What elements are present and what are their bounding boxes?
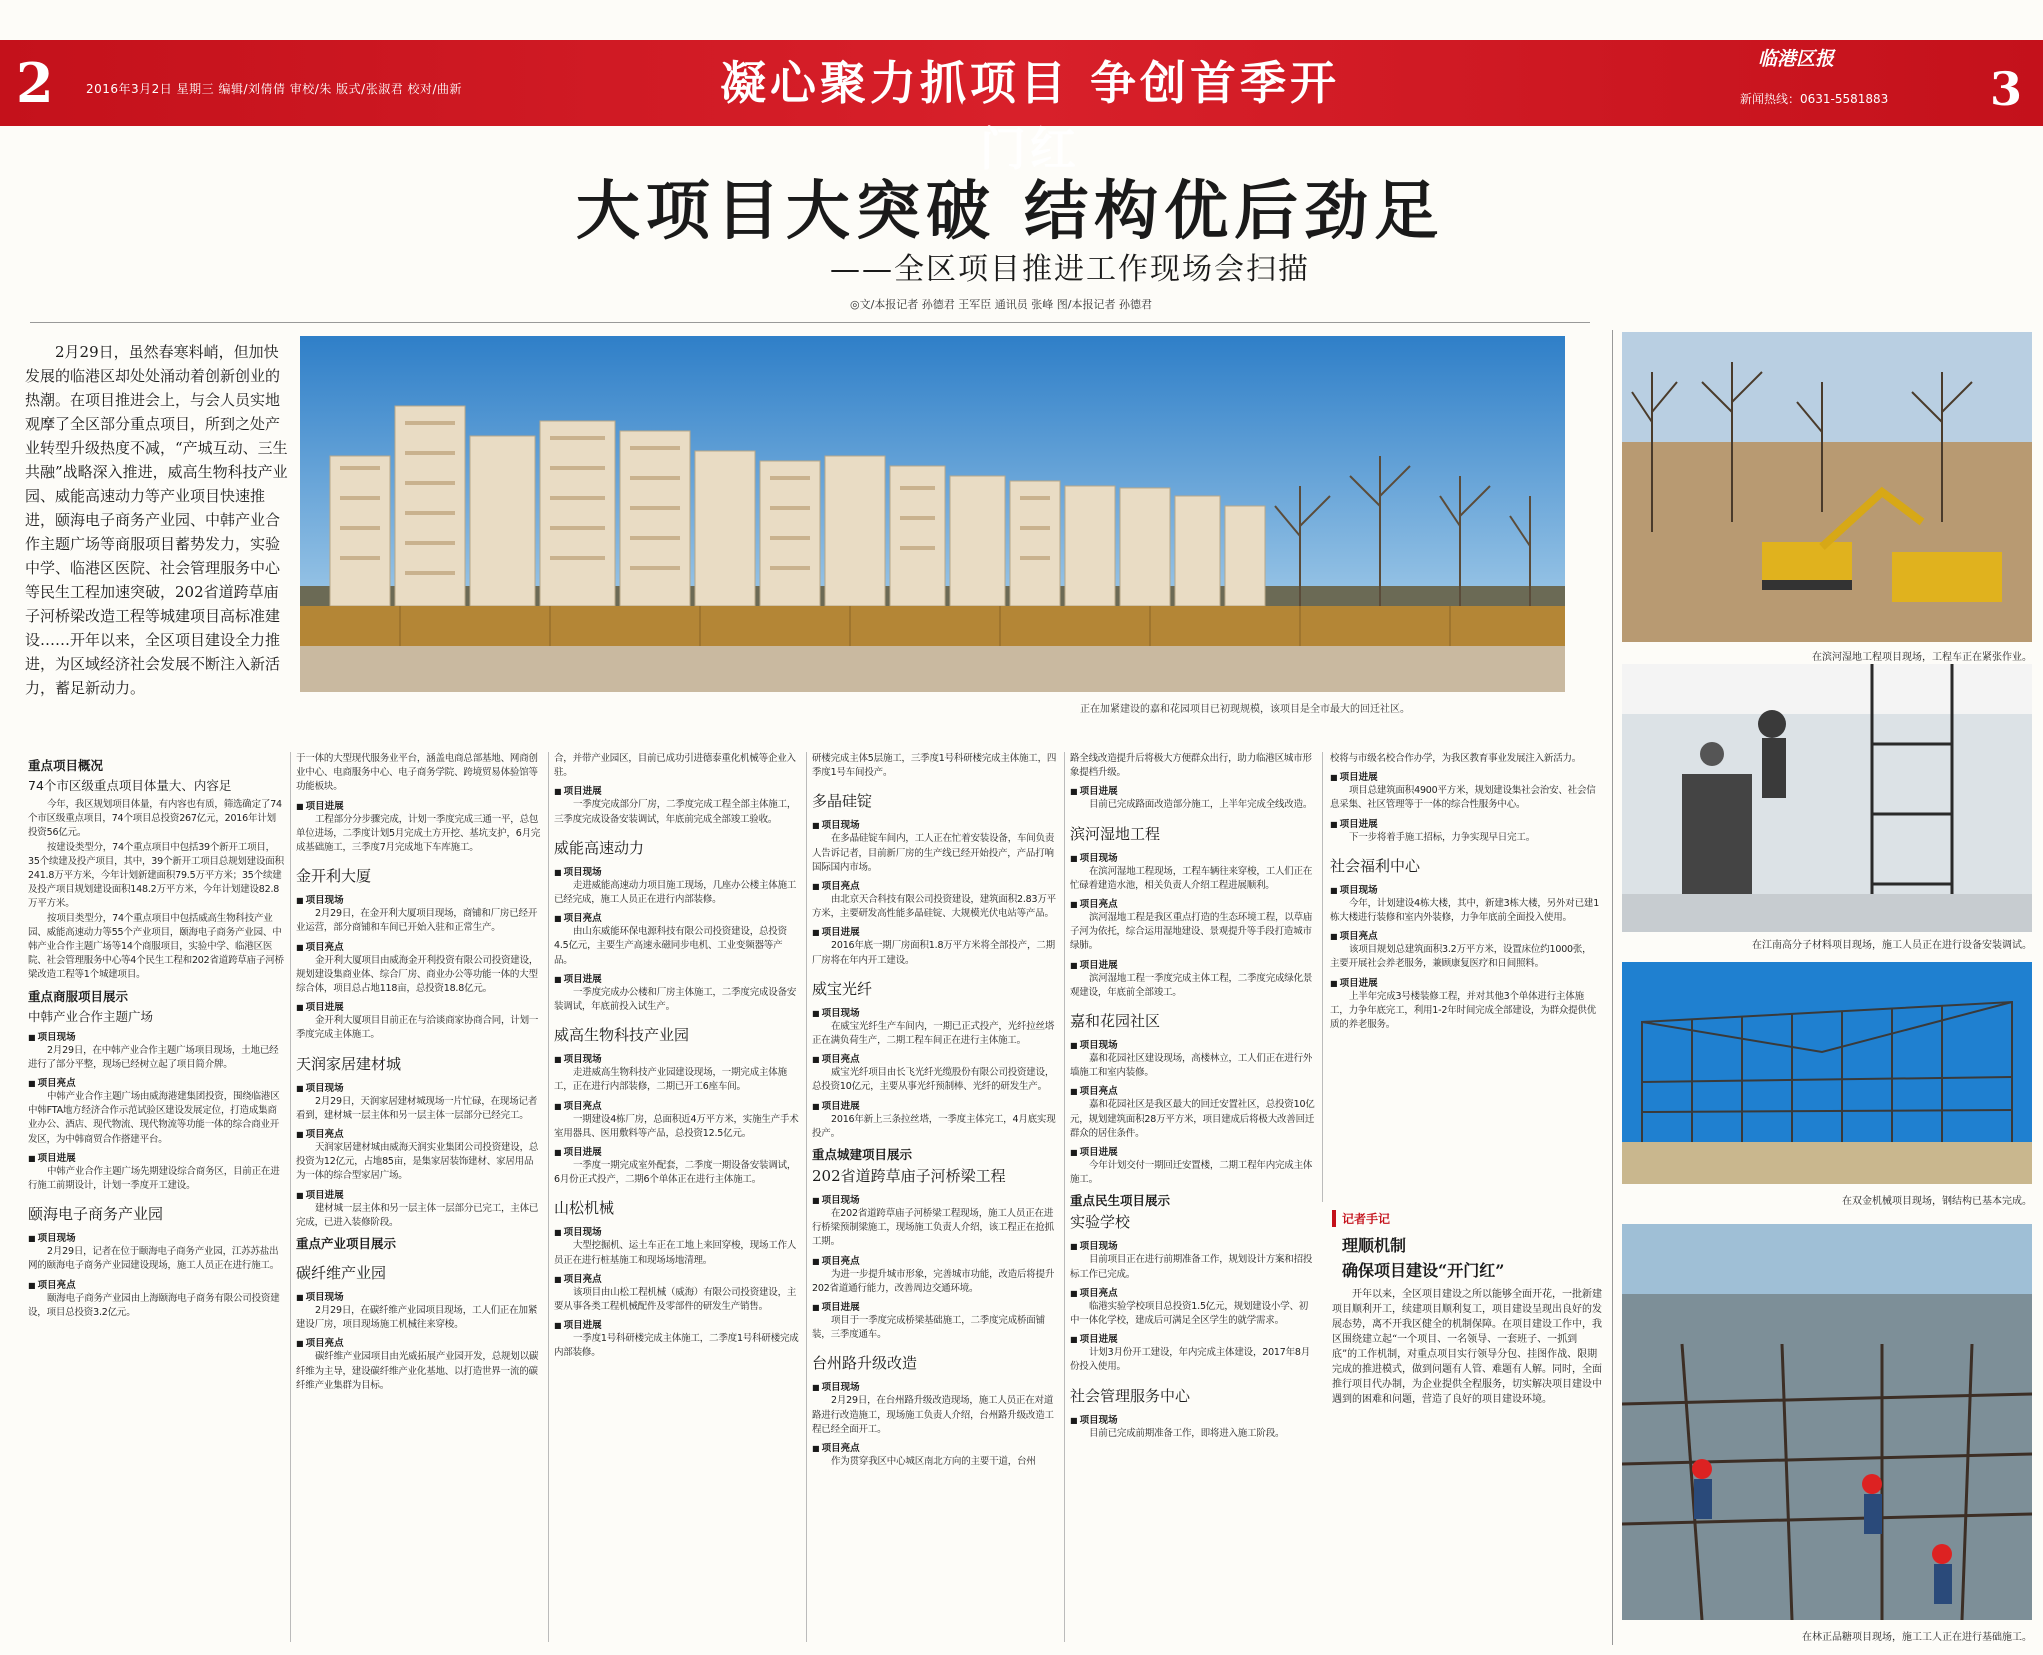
section-banner-title: 凝心聚力抓项目 争创首季开门红 (719, 56, 1340, 176)
item-label: ■ 项目现场 (296, 1289, 542, 1303)
paragraph: 路全线改造提升后将极大方便群众出行，助力临港区城市形象提档升级。 (1070, 753, 1312, 779)
paragraph: 嘉和花园社区建设现场，高楼林立，工人们正在进行外墙施工和室内装修。 (1070, 1053, 1313, 1079)
column-divider (1064, 752, 1065, 1642)
project-heading: 多晶硅锭 (812, 792, 873, 811)
photo-wetland-excavator (1622, 332, 2032, 642)
item-label: ■ 项目现场 (1070, 1412, 1316, 1426)
paragraph: 走进威高生物科技产业园建设现场，一期完成主体施工，正在进行内部装修，二期已开工6座车间。 (554, 1067, 787, 1093)
item-label: ■ 项目现场 (296, 1080, 542, 1094)
project-heading: 嘉和花园社区 (1070, 1012, 1161, 1031)
paragraph: 在威宝光纤生产车间内，一期已正式投产，光纤拉丝塔正在满负荷生产，二期工程车间正在进行主体施工。 (812, 1020, 1055, 1047)
commentary-title-line2: 确保项目建设“开门红” (1342, 1261, 1505, 1280)
paragraph: 为进一步提升城市形象，完善城市功能，改造后将提升202省道通行能力，改善周边交通环境。 (812, 1268, 1055, 1294)
project-heading: 滨河湿地工程 (1070, 824, 1161, 843)
photo-caption: 在林正品糖项目现场，施工工人正在进行基础施工。 (1802, 1632, 2032, 1643)
paragraph: 工程部分分步骤完成，计划一季度完成三通一平，总包单位进场，二季度计划5月完成土方开挖、基坑支护，6月完成基础施工，三季度7月完成地下车库施工。 (296, 813, 541, 854)
item-label: ■ 项目进展 (554, 971, 800, 985)
item-label: ■ 项目现场 (28, 1029, 284, 1043)
section-heading: 重点项目概况 (28, 758, 104, 773)
main-photo-residential-complex (300, 336, 1565, 692)
commentary-tag: 记者手记 (1332, 1210, 1602, 1227)
project-heading: 颐海电子商务产业园 (28, 1205, 164, 1224)
item-label: ■ 项目亮点 (812, 1253, 1058, 1267)
commentary-body: 开年以来，全区项目建设之所以能够全面开花，一批新建项目顺利开工，续建项目顺利复工，项目建设呈现出良好的发展态势，离不开我区健全的机制保障。在项目建设工作中，我区围绕建立起“一个项目、一名领导、一套班子、一抓到底”的工作机制，对重点项目实行领导分包、挂图作战、限期完成的推进模式，做到问题有人管、难题有人解。同时，全面推行项目代办制，为企业提供全程服务，切实解决项目建设中遇到的困难和问题，营造了良好的项目建设环境。 (1332, 1289, 1602, 1405)
paragraph: 2016年新上三条拉丝塔，一季度主体完工，4月底实现投产。 (812, 1113, 1056, 1139)
article-byline: ◎文/本报记者 孙德君 王军臣 通讯员 张峰 图/本报记者 孙德君 (850, 298, 1152, 311)
item-label: ■ 项目进展 (812, 1098, 1058, 1112)
item-label: ■ 项目进展 (554, 1144, 800, 1158)
news-hotline: 新闻热线：0631-5581883 (1740, 92, 1889, 106)
commentary-title-line1: 理顺机制 (1342, 1236, 1407, 1255)
paragraph: 今年，我区规划项目体量，有内容也有质，筛选确定了74个市区级重点项目，74个项目总投资267亿元，2016年计划投资56亿元。 (28, 799, 282, 839)
paragraph: 一季度1号科研楼完成主体施工，二季度1号科研楼完成内部装修。 (554, 1333, 799, 1359)
item-label: ■ 项目现场 (812, 817, 1058, 831)
item-label: ■ 项目亮点 (296, 1126, 542, 1140)
item-label: ■ 项目亮点 (28, 1075, 284, 1089)
paragraph: 威宝光纤项目由长飞光纤光缆股份有限公司投资建设，总投资10亿元，主要从事光纤预制棒、光纤的研发生产。 (812, 1067, 1055, 1093)
paragraph: 计划3月份开工建设，年内完成主体建设，2017年8月份投入使用。 (1070, 1347, 1311, 1373)
paragraph: 在滨河湿地工程现场，工程车辆往来穿梭，工人们正在忙碌着建造水池，相关负责人介绍工程进展顺利。 (1070, 865, 1313, 891)
paragraph: 作为贯穿我区中心城区南北方向的主要干道，台州 (831, 1456, 1036, 1468)
paragraph: 该项目由山松工程机械（威海）有限公司投资建设，主要从事各类工程机械配件及零部件的研发生产销售。 (554, 1286, 797, 1313)
paragraph: 滨河湿地工程一季度完成主体工程，二季度完成绿化景观建设，年底前全部竣工。 (1070, 972, 1313, 998)
column-divider (806, 752, 807, 1642)
paragraph: 下一步将着手施工招标，力争实现早日完工。 (1349, 831, 1536, 843)
paragraph: 上半年完成3号楼装修工程，并对其他3个单体进行主体施工，力争年底完工，利用1-2年时间完成全部建设，为群众提供优质的养老服务。 (1330, 990, 1597, 1031)
item-label: ■ 项目现场 (554, 1051, 800, 1065)
item-label: ■ 项目现场 (296, 892, 542, 906)
item-label: ■ 项目进展 (1070, 1144, 1316, 1158)
article-lead: 2月29日，虽然春寒料峭，但加快发展的临港区却处处涌动着创新创业的热潮。在项目推进会上，与会人员实地观摩了全区部分重点项目，所到之处产业转型升级热度不减，“产城互动、三生共融”战略深入推进，威高生物科技产业园、威能高速动力等产业项目快速推进，颐海电子商务产业园、中韩产业合作主题广场等商服项目蓄势发力，实验中学、临港区医院、社会管理服务中心等民生工程加速突破，202省道跨草庙子河桥梁改造工程等城建项目高标准建设……开年以来，全区项目建设全力推进，为区域经济社会发展不断注入新活力，蓄足新动力。 (25, 343, 288, 697)
item-label: ■ 项目进展 (1070, 783, 1316, 797)
column-divider (1612, 330, 1613, 1645)
section-subheading: 74个市区级重点项目体量大、内容足 (28, 778, 232, 793)
item-label: ■ 项目亮点 (296, 1335, 542, 1349)
item-label: ■ 项目现场 (1070, 1238, 1316, 1252)
item-label: ■ 项目现场 (1070, 1037, 1316, 1051)
paragraph: 目前项目正在进行前期准备工作，规划设计方案和招投标工作已完成。 (1070, 1254, 1313, 1280)
paragraph: 中韩产业合作主题广场由威海港建集团投资，围绕临港区中韩FTA地方经济合作示范试验区建设发展定位，打造成集商业办公、酒店、现代物流、现代物流等功能一体的综合商业开发区，为中韩商贸合作搭建平台。 (28, 1091, 280, 1145)
section-heading: 重点商服项目展示 (28, 988, 129, 1004)
project-heading: 山松机械 (554, 1199, 615, 1218)
item-label: ■ 项目亮点 (1330, 928, 1600, 942)
project-heading: 威宝光纤 (812, 979, 873, 998)
paragraph: 2月29日，在台州路升级改造现场，施工人员正在对道路进行改造施工，现场施工负责人介绍，台州路升级改造工程已经全面开工。 (812, 1395, 1054, 1435)
paragraph: 金开利大厦项目目前正在与洽谈商家协商合同，计划一季度完成主体施工。 (296, 1015, 539, 1041)
item-label: ■ 项目现场 (28, 1230, 284, 1244)
paragraph: 一期建设4栋厂房，总面积近4万平方米，实施生产手术室用器具、医用敷料等产品，总投资12.5亿元。 (554, 1113, 799, 1139)
item-label: ■ 项目现场 (554, 1224, 800, 1238)
project-heading: 碳纤维产业园 (296, 1264, 387, 1283)
paragraph: 大型挖掘机、运土车正在工地上来回穿梭，现场工作人员正在进行桩基施工和现场场地清理。 (554, 1240, 797, 1266)
photo-caption: 在江南高分子材料项目现场，施工人员正在进行设备安装调试。 (1752, 940, 2032, 951)
paragraph: 一季度完成部分厂房，二季度完成工程全部主体施工，三季度完成设备安装调试，年底前完成全部竣工验收。 (554, 799, 797, 825)
paragraph: 2016年底一期厂房面积1.8万平方米将全部投产，二期厂房将在年内开工建设。 (812, 940, 1055, 966)
photo-foundation-construction (1622, 1224, 2032, 1620)
paragraph: 按项目类型分，74个重点项目中包括威高生物科技产业园、威能高速动力等55个产业项目，颐海电子商务产业园、中韩产业合作主题广场等14个商服项目，实验中学、临港区医院、社会管理服务中心等4个民生工程和202省道跨草庙子河桥梁改造工程等1个城建项目。 (28, 912, 284, 981)
article-column-1 (28, 752, 284, 1320)
item-label: ■ 项目亮点 (554, 910, 800, 924)
paragraph: 2月29日，天润家居建材城现场一片忙碌，在现场记者看到，建材城一层主体和另一层主体一层部分已经完工。 (296, 1095, 538, 1121)
paragraph: 建材城一层主体和另一层主体一层部分已完工，主体已完成，已进入装修阶段。 (296, 1202, 539, 1228)
paragraph: 2月29日，记者在位于颐海电子商务产业园，江苏苏盐出网的颐海电子商务产业园建设现场，施工人员正在进行施工。 (28, 1246, 280, 1272)
paragraph: 走进威能高速动力项目施工现场，几座办公楼主体施工已经完成，施工人员正在进行内部装修。 (554, 879, 797, 906)
paragraph: 合，并带产业园区，目前已成功引进德泰重化机械等企业入驻。 (554, 753, 796, 779)
paragraph: 2月29日，在中韩产业合作主题广场项目现场，土地已经进行了部分平整，现场已经树立起了项目简介牌。 (28, 1044, 279, 1070)
item-label: ■ 项目现场 (812, 1005, 1058, 1019)
article-column-5 (1070, 752, 1316, 1441)
paragraph: 今年，计划建设4栋大楼，其中，新建3栋大楼，另外对已建1栋大楼进行装修和室内外装修，力争年底前全面投入使用。 (1330, 897, 1600, 924)
paragraph: 于一体的大型现代服务业平台，涵盖电商总部基地、网商创业中心、电商服务中心、电子商务学院、跨境贸易体验馆等功能板块。 (296, 753, 538, 793)
item-label: ■ 项目进展 (812, 924, 1058, 938)
photo-equipment-installation (1622, 664, 2032, 932)
item-label: ■ 项目亮点 (1070, 896, 1316, 910)
article-column-6 (1330, 752, 1600, 1032)
item-label: ■ 项目进展 (812, 1299, 1058, 1313)
section-heading: 重点城建项目展示 (812, 1147, 913, 1163)
newspaper-logo: 临港区报 (1758, 48, 1835, 70)
article-headline: 大项目大突破 结构优后劲足 (575, 174, 1445, 249)
item-label: ■ 项目进展 (1330, 769, 1600, 783)
item-label: ■ 项目现场 (812, 1379, 1058, 1393)
paragraph: 金开利大厦项目由威海金开利投资有限公司投资建设，规划建设集商业体、综合厂房、商业办公等功能一体的大型综合体，项目总占地118亩，总投资18.8亿元。 (296, 954, 539, 995)
paragraph: 天润家居建材城由威海天润实业集团公司投资建设，总投资为12亿元，占地85亩，是集家居装饰建材、家居用品为一体的综合型家居广场。 (296, 1142, 539, 1182)
paragraph: 目前已完成路面改造部分施工，上半年完成全线改造。 (1089, 799, 1313, 811)
paragraph: 2月29日，在碳纤维产业园项目现场，工人们正在加紧建设厂房，项目现场施工机械往来穿梭。 (296, 1305, 538, 1331)
project-heading: 社会管理服务中心 (1070, 1386, 1191, 1405)
paragraph: 中韩产业合作主题广场先期建设综合商务区，目前正在进行施工前期设计，计划一季度开工建设。 (28, 1165, 280, 1192)
paragraph: 研楼完成主体5层施工，三季度1号科研楼完成主体施工，四季度1号车间投产。 (812, 753, 1057, 779)
paragraph: 一季度一期完成室外配套，二季度一期设备安装调试，6月份正式投产，二期6个单体正在进行主体施工。 (554, 1160, 797, 1186)
column-divider (290, 752, 291, 1642)
item-label: ■ 项目进展 (554, 1317, 800, 1331)
paragraph: 在202省道跨草庙子河桥梁工程现场，施工人员正在进行桥梁预制梁施工，现场施工负责人介绍，该工程正在抢抓工期。 (812, 1208, 1054, 1248)
photo-steel-structure (1622, 962, 2032, 1184)
item-label: ■ 项目进展 (1070, 957, 1316, 971)
item-label: ■ 项目亮点 (296, 939, 542, 953)
article-column-3 (554, 752, 800, 1361)
paragraph: 2月29日，在金开利大厦项目现场，商铺和厂房已经开业运营，部分商铺和车间已开始入驻和正常生产。 (296, 908, 538, 934)
item-label: ■ 项目进展 (296, 999, 542, 1013)
article-subheadline: ——全区项目推进工作现场会扫描 (830, 252, 1310, 287)
project-heading: 威能高速动力 (554, 838, 645, 857)
item-label: ■ 项目亮点 (554, 1098, 800, 1112)
paragraph: 在多晶硅锭车间内，工人正在忙着安装设备，车间负责人告诉记者，目前新厂房的生产线已经开始投产，产品打响国际国内市场。 (812, 833, 1055, 873)
item-label: ■ 项目现场 (1330, 882, 1600, 896)
project-heading: 金开利大厦 (296, 867, 372, 886)
paragraph: 项目于一季度完成桥梁基础施工，二季度完成桥面铺装，三季度通车。 (812, 1315, 1045, 1341)
paragraph: 碳纤维产业园项目由光威拓展产业园开发，总规划以碳纤维为主导，建设碳纤维产业化基地、以打造世界一流的碳纤维产业集群为目标。 (296, 1351, 539, 1391)
item-label: ■ 项目亮点 (28, 1277, 284, 1291)
paragraph: 目前已完成前期准备工作，即将进入施工阶段。 (1089, 1427, 1285, 1439)
item-label: ■ 项目亮点 (812, 1051, 1058, 1065)
paragraph: 临港实验学校项目总投资1.5亿元，规划建设小学、初中一体化学校，建成后可满足全区学生的就学需求。 (1070, 1300, 1309, 1327)
item-label: ■ 项目进展 (1330, 816, 1600, 830)
main-photo-caption: 正在加紧建设的嘉和花园项目已初现规模，该项目是全市最大的回迁社区。 (1080, 704, 1410, 715)
project-heading: 社会福利中心 (1330, 856, 1421, 875)
section-subheading: 中韩产业合作主题广场 (28, 1008, 154, 1024)
paragraph: 今年计划交付一期回迁安置楼，二期工程年内完成主体施工。 (1070, 1160, 1313, 1186)
paragraph: 由山东威能环保电源科技有限公司投资建设，总投资4.5亿元，主要生产高速永磁同步电机、工业变频器等产品。 (554, 926, 787, 966)
paragraph: 颐海电子商务产业园由上海颐海电子商务有限公司投资建设，项目总投资3.2亿元。 (28, 1292, 280, 1318)
photo-caption: 在滨河湿地工程项目现场，工程车正在紧张作业。 (1812, 652, 2032, 663)
item-label: ■ 项目亮点 (1070, 1285, 1316, 1299)
page-number-right: 3 (1990, 62, 2023, 116)
paragraph: 该项目规划总建筑面积3.2万平方米，设置床位约1000张，主要开展社会养老服务，兼顾康复医疗和日间照料。 (1330, 944, 1592, 970)
reporter-commentary (1332, 1210, 1602, 1407)
item-label: ■ 项目进展 (1070, 1331, 1316, 1345)
section-heading: 重点产业项目展示 (296, 1236, 397, 1252)
project-heading: 威高生物科技产业园 (554, 1026, 690, 1045)
paragraph: 按建设类型分，74个重点项目中包括39个新开工项目，35个续建及投产项目，其中，39个新开工项目总规划建设面积241.8万平方米，今年计划新建面积79.5万平方米；35个续建及投产项目规划建设面积148.2万平方米，今年计划建设82.8万平方米。 (28, 841, 284, 910)
project-heading: 台州路升级改造 (812, 1354, 918, 1373)
item-label: ■ 项目进展 (554, 783, 800, 797)
article-column-2 (296, 752, 542, 1393)
item-label: ■ 项目现场 (554, 864, 800, 878)
item-label: ■ 项目亮点 (554, 1271, 800, 1285)
paragraph: 项目总建筑面积4900平方米，规划建设集社会治安、社会信息采集、社区管理等于一体的综合性服务中心。 (1330, 785, 1596, 811)
project-heading: 天润家居建材城 (296, 1054, 402, 1073)
article-column-4 (812, 752, 1058, 1469)
issue-meta: 2016年3月2日 星期三 编辑/刘倩倩 审校/朱 版式/张淑君 校对/曲新 (86, 82, 463, 96)
paragraph: 校将与市级名校合作办学，为我区教育事业发展注入新活力。 (1330, 753, 1582, 764)
item-label: ■ 项目进展 (28, 1150, 284, 1164)
divider (30, 322, 1590, 323)
paragraph: 嘉和花园社区是我区最大的回迁安置社区，总投资10亿元，规划建筑面积28万平方米，项目建成后将极大改善回迁群众的居住条件。 (1070, 1099, 1315, 1139)
project-heading: 202省道跨草庙子河桥梁工程 (812, 1167, 1006, 1186)
item-label: ■ 项目进展 (296, 798, 542, 812)
item-label: ■ 项目进展 (1330, 975, 1600, 989)
paragraph: 滨河湿地工程是我区重点打造的生态环境工程，以草庙子河为依托，综合运用湿地建设、景观提升等手段打造城市绿肺。 (1070, 912, 1313, 952)
paragraph: 由北京天合科技有限公司投资建设，建筑面积2.83万平方米，主要研发高性能多晶硅锭、大规模光伏电站等产品。 (812, 894, 1056, 920)
project-heading: 实验学校 (1070, 1213, 1131, 1232)
item-label: ■ 项目现场 (812, 1192, 1058, 1206)
item-label: ■ 项目亮点 (1070, 1083, 1316, 1097)
photo-caption: 在双金机械项目现场，钢结构已基本完成。 (1842, 1196, 2032, 1207)
page-number-left: 2 (16, 51, 54, 115)
item-label: ■ 项目亮点 (812, 878, 1058, 892)
column-divider (548, 752, 549, 1642)
column-divider (1322, 752, 1323, 1202)
section-heading: 重点民生项目展示 (1070, 1193, 1171, 1209)
paragraph: 一季度完成办公楼和厂房主体施工，二季度完成设备安装调试，年底前投入试生产。 (554, 986, 797, 1013)
item-label: ■ 项目亮点 (812, 1440, 1058, 1454)
item-label: ■ 项目进展 (296, 1187, 542, 1201)
item-label: ■ 项目现场 (1070, 850, 1316, 864)
